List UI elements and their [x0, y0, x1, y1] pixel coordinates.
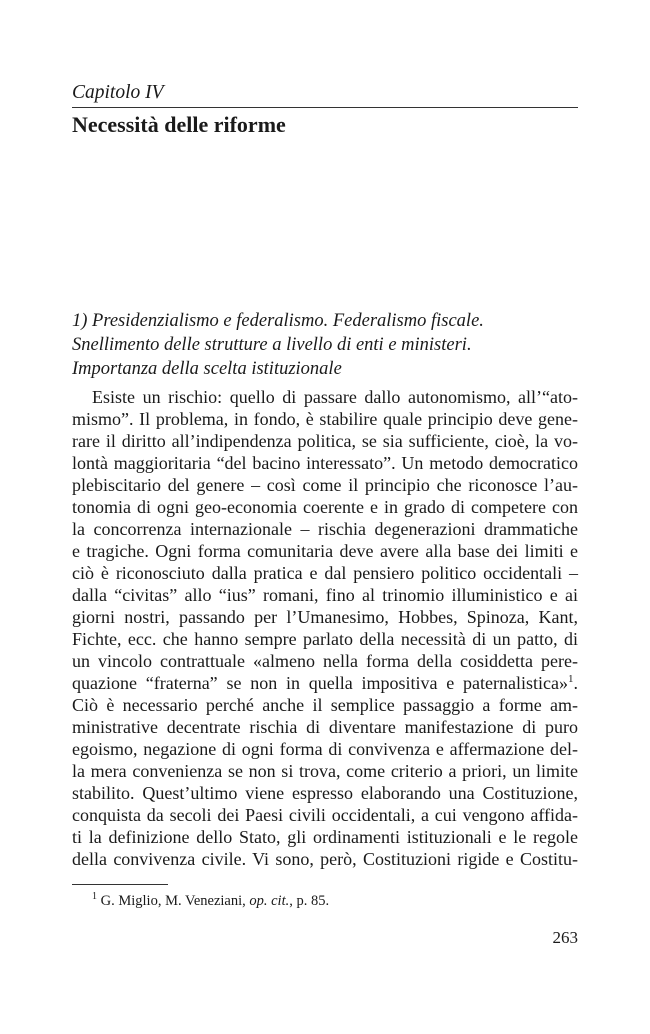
- body-line: la concorrenza internazionale – rischia degenerazioni drammatiche: [72, 519, 578, 539]
- section-heading-line: Snellimento delle strutture a livello di enti e ministeri.: [72, 335, 472, 355]
- body-line: della convivenza civile. Vi sono, però, Costituzioni rigide e Costitu-: [72, 849, 578, 869]
- body-line: un vincolo contrattuale «almeno nella forma della cosiddetta pere-: [72, 651, 578, 671]
- body-line: ministrative decentrate rischia di diventare manifestazione di puro: [72, 717, 578, 737]
- section-heading-line: Importanza della scelta istituzionale: [72, 359, 342, 379]
- body-line: giorni nostri, passando per l’Umanesimo, Hobbes, Spinoza, Kant,: [72, 607, 578, 627]
- body-paragraph: [72, 386, 578, 870]
- footnote-number: 1: [92, 891, 97, 903]
- page-number: 263: [552, 928, 578, 947]
- body-line: plebiscitario del genere – così come il principio che riconosce l’au-: [72, 475, 578, 495]
- body-line: [72, 672, 578, 694]
- section-heading: [72, 309, 578, 381]
- footnote-text: G. Miglio, M. Veneziani,: [97, 893, 250, 909]
- footnote-divider: [72, 884, 168, 885]
- chapter-title: Necessità delle riforme: [72, 112, 286, 137]
- body-line: conquista da secoli dei Paesi civili occidentali, a cui vengono affida-: [72, 805, 578, 825]
- body-line: tonomia di ogni geo-economia coerente e in grado di competere con: [72, 497, 578, 517]
- body-line: egoismo, negazione di ogni forma di convivenza e affermazione del-: [72, 739, 578, 759]
- section-heading-line: 1) Presidenzialismo e federalismo. Federalismo fiscale.: [72, 311, 484, 331]
- footnote-reference[interactable]: 1: [568, 673, 574, 685]
- body-line-text: quazione “fraterna” se non in quella impositiva e paternalistica»: [72, 673, 568, 693]
- body-line: mismo”. Il problema, in fondo, è stabilire quale principio deve gene-: [72, 409, 578, 429]
- body-line-punct: .: [573, 673, 578, 693]
- body-line: Fichte, ecc. che hanno sempre parlato della necessità di un patto, di: [72, 629, 578, 649]
- body-line: ciò è riconosciuto dalla pratica e dal pensiero politico occidentali –: [72, 563, 578, 583]
- footnote: [72, 892, 598, 910]
- body-line: rare il diritto all’indipendenza politica, se sia sufficiente, cioè, la vo-: [72, 431, 578, 451]
- body-line: e tragiche. Ogni forma comunitaria deve avere alla base dei limiti e: [72, 541, 578, 561]
- body-line: lontà maggioritaria “del bacino interessato”. Un metodo democratico: [72, 453, 578, 473]
- body-line: la mera convenienza se non si trova, come criterio a priori, un limite: [72, 761, 578, 781]
- chapter-divider: [72, 107, 578, 108]
- body-line: ti la definizione dello Stato, gli ordinamenti istituzionali e le regole: [72, 827, 578, 847]
- body-line: stabilito. Quest’ultimo viene espresso elaborando una Costituzione,: [72, 783, 578, 803]
- footnote-italic: op. cit.: [249, 893, 290, 909]
- footnote-text-end: , p. 85.: [289, 893, 330, 909]
- body-line: Ciò è necessario perché anche il semplice passaggio a forme am-: [72, 695, 578, 715]
- chapter-label: Capitolo IV: [72, 82, 164, 103]
- body-line: Esiste un rischio: quello di passare dallo autonomismo, all’“ato-: [92, 387, 578, 407]
- body-line: dalla “civitas” allo “ius” romani, fino al trinomio illuministico e ai: [72, 585, 578, 605]
